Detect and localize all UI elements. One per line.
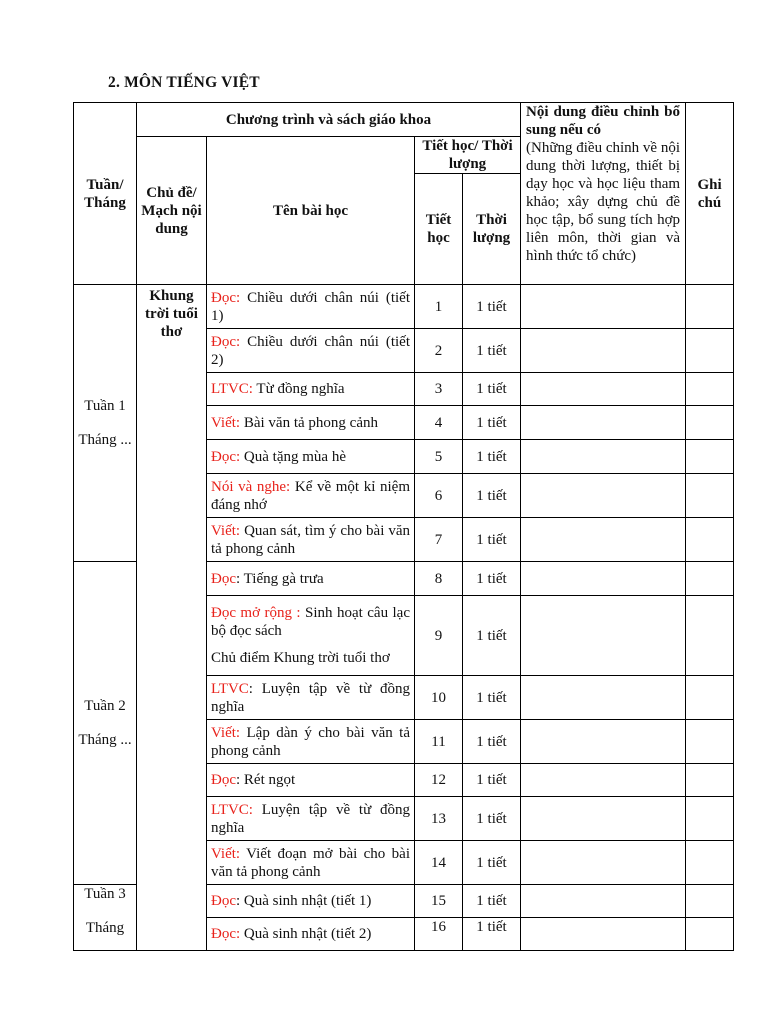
- lesson-cell: [207, 373, 415, 406]
- duration-value: 1 tiết: [463, 285, 521, 329]
- adjust-cell: [521, 596, 686, 676]
- week-label: Tuần 2: [84, 698, 126, 714]
- header-periods: Tiết học/ Thời lượng: [415, 137, 521, 174]
- remarks-cell: [686, 285, 734, 329]
- lesson-type: Đọc: [211, 893, 236, 909]
- remarks-cell: [686, 797, 734, 841]
- remarks-cell: [686, 841, 734, 885]
- header-program: Chương trình và sách giáo khoa: [137, 103, 521, 137]
- duration-value: 1 tiết: [463, 918, 521, 951]
- adjust-cell: [521, 885, 686, 918]
- lesson-cell: [207, 562, 415, 596]
- remarks-cell: [686, 720, 734, 764]
- header-adjust-note: (Những điều chỉnh về nội dung thời lượng, thiết bị dạy học và học liệu tham khảo; xây dựng chủ đề học tập, bổ sung tích hợp liên môn, thời gian và hình thức tổ chức): [526, 140, 681, 264]
- adjust-cell: [521, 676, 686, 720]
- week-1: [74, 285, 137, 562]
- lesson-type: Viết:: [211, 845, 241, 862]
- lesson-title: Quà sinh nhật (tiết 2): [240, 926, 372, 942]
- remarks-cell: [686, 676, 734, 720]
- lesson-cell: [207, 596, 415, 676]
- lesson-type: Viết:: [211, 522, 241, 539]
- header-duration: Thời lượng: [463, 174, 521, 285]
- lesson-type: Viết:: [211, 414, 241, 431]
- lesson-title: Luyện tập về từ đồng nghĩa: [211, 801, 410, 836]
- adjust-cell: [521, 518, 686, 562]
- period-number: 1: [415, 285, 463, 329]
- duration-value: 1 tiết: [463, 764, 521, 797]
- week-label: Tuần 1: [84, 398, 126, 414]
- period-number: 14: [415, 841, 463, 885]
- lesson-type: LTVC:: [211, 381, 253, 397]
- adjust-cell: [521, 440, 686, 474]
- remarks-cell: [686, 885, 734, 918]
- duration-value: 1 tiết: [463, 373, 521, 406]
- period-number: 4: [415, 406, 463, 440]
- lesson-title: Từ đồng nghĩa: [252, 381, 345, 397]
- duration-value: 1 tiết: [463, 562, 521, 596]
- adjust-cell: [521, 797, 686, 841]
- duration-value: 1 tiết: [463, 596, 521, 676]
- remarks-cell: [686, 562, 734, 596]
- lesson-title: Quà tặng mùa hè: [240, 448, 346, 465]
- remarks-cell: [686, 406, 734, 440]
- adjust-cell: [521, 841, 686, 885]
- lesson-cell: [207, 406, 415, 440]
- duration-value: 1 tiết: [463, 518, 521, 562]
- lesson-title: Sinh hoạt câu lạc bộ đọc sách: [211, 605, 410, 639]
- lesson-type: Đọc mở rộng :: [211, 605, 301, 621]
- header-adjust: [521, 103, 686, 285]
- remarks-cell: [686, 373, 734, 406]
- duration-value: 1 tiết: [463, 885, 521, 918]
- adjust-cell: [521, 329, 686, 373]
- adjust-cell: [521, 764, 686, 797]
- lesson-cell: [207, 918, 415, 951]
- period-number: 12: [415, 764, 463, 797]
- adjust-cell: [521, 720, 686, 764]
- lesson-title: : Luyện tập về từ đồng nghĩa: [211, 680, 410, 715]
- period-number: 2: [415, 329, 463, 373]
- header-remarks: Ghi chú: [686, 103, 734, 285]
- header-period: Tiết học: [415, 174, 463, 285]
- lesson-title: Chiều dưới chân núi (tiết 1): [211, 289, 410, 324]
- duration-value: 1 tiết: [463, 440, 521, 474]
- remarks-cell: [686, 518, 734, 562]
- lesson-cell: [207, 885, 415, 918]
- lesson-type: Nói và nghe:: [211, 478, 291, 495]
- lesson-title: Viết đoạn mở bài cho bài văn tả phong cảnh: [211, 845, 410, 880]
- period-number: 9: [415, 596, 463, 676]
- lesson-title: Quan sát, tìm ý cho bài văn tả phong cảnh: [211, 522, 410, 557]
- theme-cell: Khung trời tuổi thơ: [137, 285, 207, 951]
- month-label: Tháng: [85, 920, 125, 936]
- duration-value: 1 tiết: [463, 841, 521, 885]
- lesson-cell: [207, 764, 415, 797]
- header-lesson-name: Tên bài học: [207, 137, 415, 285]
- lesson-type: Đọc: [211, 772, 236, 788]
- remarks-cell: [686, 329, 734, 373]
- adjust-cell: [521, 373, 686, 406]
- lesson-cell: [207, 720, 415, 764]
- duration-value: 1 tiết: [463, 797, 521, 841]
- week-2: [74, 562, 137, 885]
- lesson-type: Đọc:: [211, 448, 241, 465]
- adjust-cell: [521, 562, 686, 596]
- lesson-title: : Tiếng gà trưa: [236, 570, 324, 587]
- lesson-cell: [207, 285, 415, 329]
- lesson-cell: [207, 676, 415, 720]
- duration-value: 1 tiết: [463, 676, 521, 720]
- period-number: 11: [415, 720, 463, 764]
- lesson-cell: [207, 518, 415, 562]
- lesson-cell: [207, 474, 415, 518]
- remarks-cell: [686, 764, 734, 797]
- period-number: 8: [415, 562, 463, 596]
- remarks-cell: [686, 918, 734, 951]
- header-topic: Chủ đề/ Mạch nội dung: [137, 137, 207, 285]
- lesson-type: Viết:: [211, 724, 241, 741]
- adjust-cell: [521, 285, 686, 329]
- lesson-cell: [207, 329, 415, 373]
- lesson-title: : Rét ngọt: [236, 772, 296, 788]
- lesson-title: Lập dàn ý cho bài văn tả phong cảnh: [211, 724, 410, 759]
- lesson-type: Đọc:: [211, 333, 241, 350]
- duration-value: 1 tiết: [463, 406, 521, 440]
- curriculum-table: [73, 102, 734, 951]
- lesson-title: Kể về một kỉ niệm đáng nhớ: [211, 478, 410, 513]
- month-label: Tháng ...: [78, 732, 132, 748]
- month-label: Tháng ...: [78, 432, 132, 448]
- period-number: 16: [415, 918, 463, 951]
- adjust-cell: [521, 474, 686, 518]
- remarks-cell: [686, 474, 734, 518]
- period-number: 10: [415, 676, 463, 720]
- remarks-cell: [686, 596, 734, 676]
- lesson-title: Chiều dưới chân núi (tiết 2): [211, 333, 410, 368]
- lesson-type: Đọc: [211, 570, 236, 587]
- duration-value: 1 tiết: [463, 329, 521, 373]
- period-number: 3: [415, 373, 463, 406]
- period-number: 7: [415, 518, 463, 562]
- adjust-cell: [521, 406, 686, 440]
- period-number: 6: [415, 474, 463, 518]
- header-week-month: Tuần/ Tháng: [74, 103, 137, 285]
- lesson-type: Đọc:: [211, 926, 241, 942]
- lesson-cell: [207, 841, 415, 885]
- header-adjust-title: Nội dung điều chỉnh bổ sung nếu có: [526, 104, 681, 138]
- week-label: Tuần 3: [84, 886, 126, 902]
- period-number: 15: [415, 885, 463, 918]
- lesson-title: : Quà sinh nhật (tiết 1): [236, 893, 372, 909]
- week-3: [74, 885, 137, 951]
- period-number: 13: [415, 797, 463, 841]
- section-title: 2. MÔN TIẾNG VIỆT: [108, 74, 260, 91]
- duration-value: 1 tiết: [463, 720, 521, 764]
- duration-value: 1 tiết: [463, 474, 521, 518]
- lesson-title: Bài văn tả phong cảnh: [240, 414, 378, 431]
- lesson-type: LTVC:: [211, 801, 253, 818]
- lesson-subtitle: Chủ điểm Khung trời tuổi thơ: [211, 650, 390, 666]
- adjust-cell: [521, 918, 686, 951]
- lesson-type: Đọc:: [211, 289, 241, 306]
- remarks-cell: [686, 440, 734, 474]
- period-number: 5: [415, 440, 463, 474]
- lesson-cell: [207, 797, 415, 841]
- lesson-type: LTVC: [211, 680, 249, 697]
- lesson-cell: [207, 440, 415, 474]
